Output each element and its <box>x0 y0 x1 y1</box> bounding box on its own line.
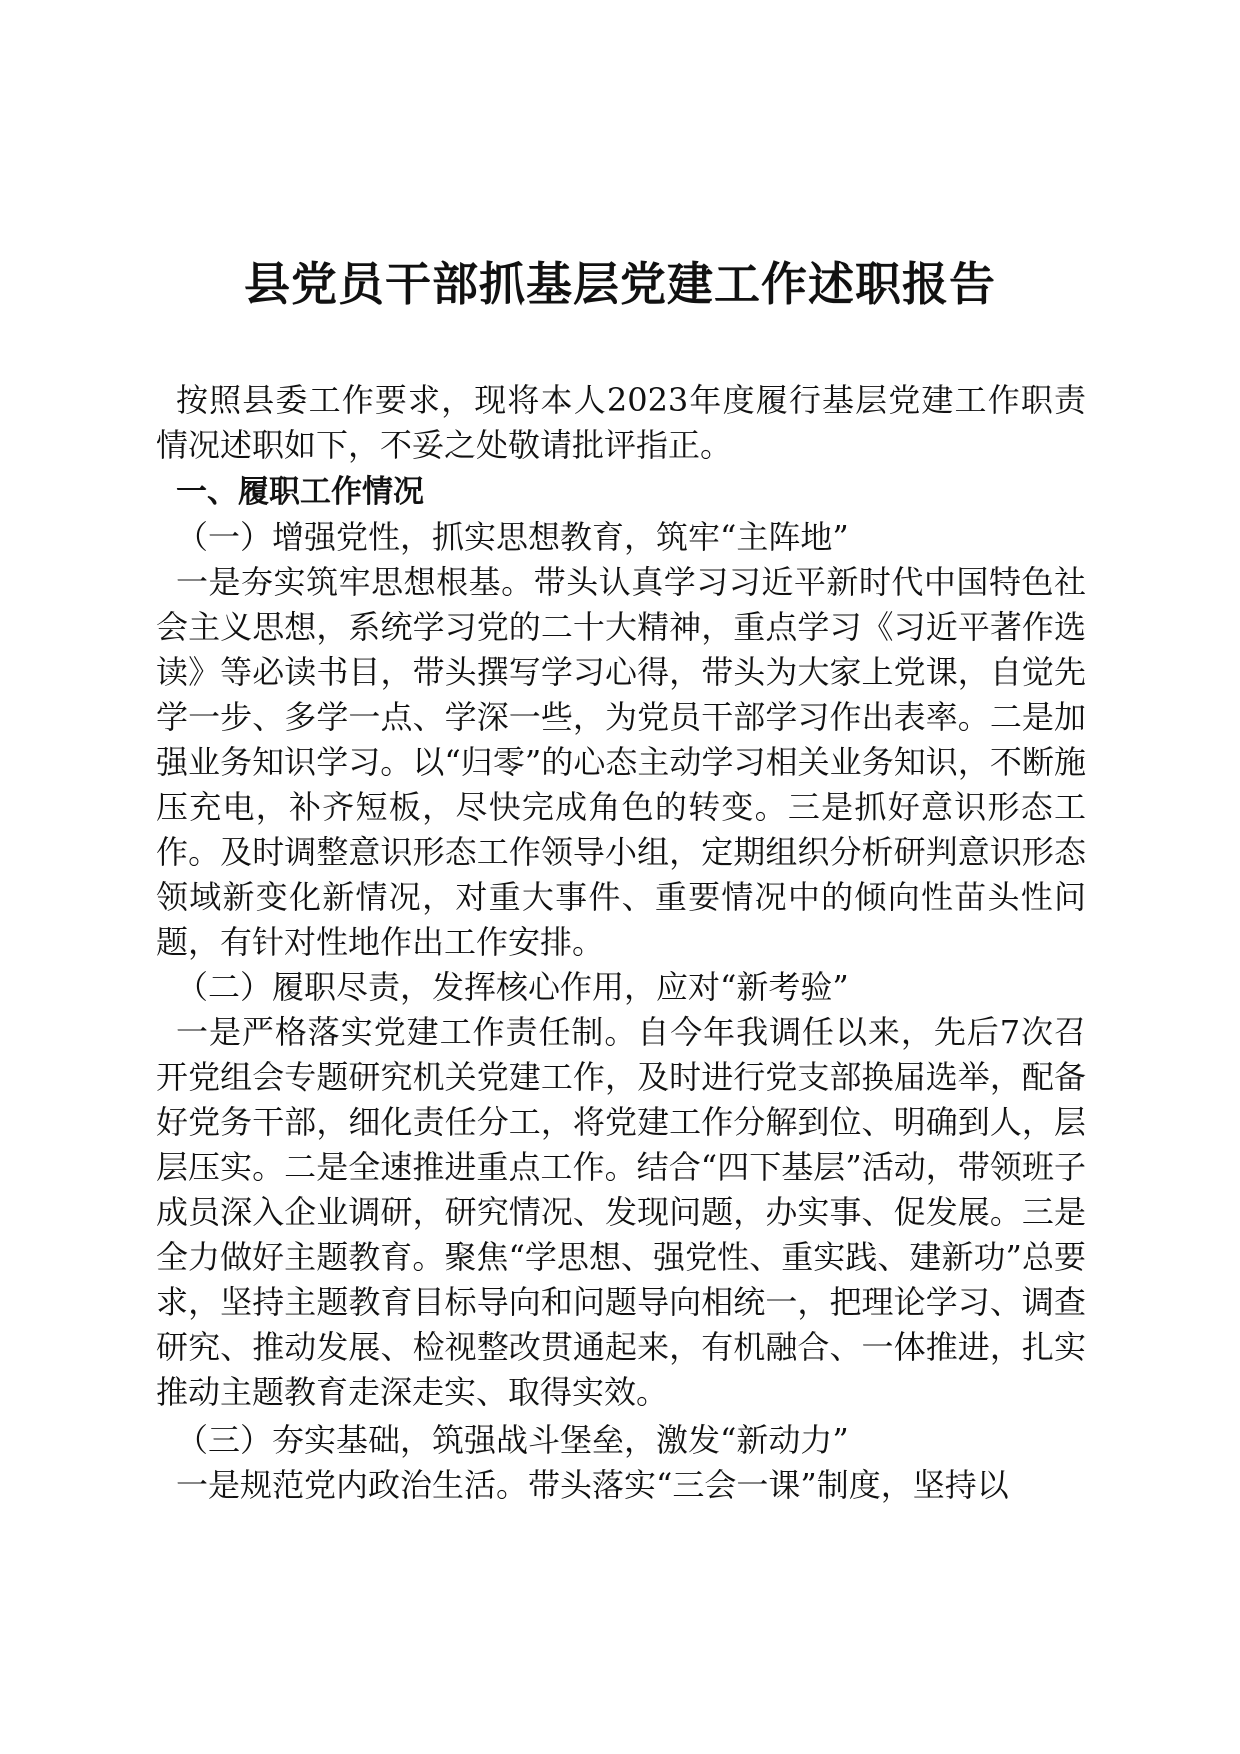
subsection-heading-1: （一）增强党性，抓实思想教育，筑牢“主阵地” <box>176 518 849 556</box>
intro-paragraph: 按照县委工作要求，现将本人2023年度履行基层党建工作职责情况述职如下，不妥之处敬请批评指正。 <box>156 381 1086 464</box>
subsection-paragraph-3: 一是规范党内政治生活。带头落实“三会一课”制度，坚持以 <box>176 1466 1009 1504</box>
subsection-paragraph-2: 一是严格落实党建工作责任制。自今年我调任以来，先后7次召开党组会专题研究机关党建工作，及时进行党支部换届选举，配备好党务干部，细化责任分工，将党建工作分解到位、明确到人，层层压实。二是全速推进重点工作。结合“四下基层”活动，带领班子成员深入企业调研，研究情况、发现问题，办实事、促发展。三是全力做好主题教育。聚焦“学思想、强党性、重实践、建新功”总要求，坚持主题教育目标导向和问题导向相统一，把理论学习、调查研究、推动发展、检视整改贯通起来，有机融合、一体推进，扎实推动主题教育走深走实、取得实效。 <box>156 1013 1086 1411</box>
document-body <box>156 378 1086 1508</box>
section-heading-1: 一、履职工作情况 <box>176 474 424 510</box>
subsection-heading-3: （三）夯实基础，筑强战斗堡垒，激发“新动力” <box>176 1421 849 1459</box>
document-title: 县党员干部抓基层党建工作述职报告 <box>244 257 996 311</box>
subsection-heading-2: （二）履职尽责，发挥核心作用，应对“新考验” <box>176 968 849 1006</box>
subsection-paragraph-1: 一是夯实筑牢思想根基。带头认真学习习近平新时代中国特色社会主义思想，系统学习党的二十大精神，重点学习《习近平著作选读》等必读书目，带头撰写学习心得，带头为大家上党课，自觉先学一步、多学一点、学深一些，为党员干部学习作出表率。二是加强业务知识学习。以“归零”的心态主动学习相关业务知识，不断施压充电，补齐短板，尽快完成角色的转变。三是抓好意识形态工作。及时调整意识形态工作领导小组，定期组织分析研判意识形态领域新变化新情况，对重大事件、重要情况中的倾向性苗头性问题，有针对性地作出工作安排。 <box>156 563 1086 961</box>
